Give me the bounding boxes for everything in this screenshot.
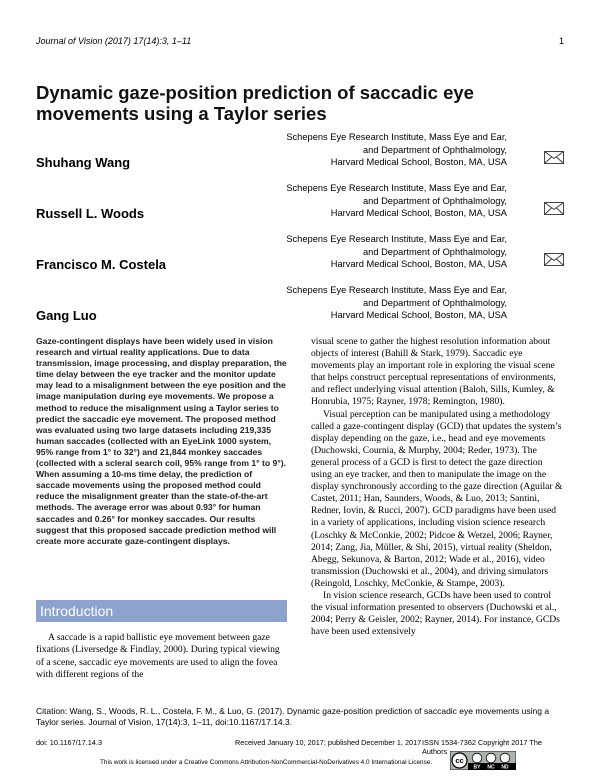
body-paragraph: Visual perception can be manipulated using a methodology called a gaze-contingent display (GCD) that updates the system’s display depending on the gaze, i.e., head and eye movements (Duchowski, Cournia, & Murphy, 2004; Reder, 1973). The general process of a GCD is first to detect the gaze direction using an eye tracker, and then to manipulate the image on the display synchronously according to the gaze direction (Aguilar & Castet, 2011; Han, Saunders, Woods, & Luo, 2013; Santini, Redner, Iovin, & Rucci, 2007). GCD paradigms have been used in a variety of applications, including vision science research (Loschky & McConkie, 2002; Pidcoe & Wetzel, 2006; Rayner, 2014; Zang, Jia, Müller, & Shi, 2015), virtual reality (Sheldon, Abegg, Sekunova, & Barton, 2012; Wade et al., 2016), video transmission (Duchowski et al., 2004), and driving simulators (Reingold, Loschky, McConkie, & Stampe, 2003). [311, 408, 563, 589]
affiliation-line: Schepens Eye Research Institute, Mass Eye and Ear, [286, 183, 507, 193]
citation: Citation: Wang, S., Woods, R. L., Costela, F. M., & Luo, G. (2017). Dynamic gaze-position prediction of saccadic eye movements using a Taylor series. Journal of Vision, 17(14):3, 1–11, doi:10.1167/17.14.3. [36, 706, 550, 727]
author-block [36, 182, 564, 232]
right-column [311, 336, 564, 638]
body-paragraph: visual scene to gather the highest resolution information about objects of interest (Bahill & Stark, 1979). Saccadic eye movements play an important role in exploring the visual scene that helps construct perceptual representations of environments, and reflect underlying visual attention (Baloh, Sills, Kumley, & Honrubia, 1975; Rayner, 1978; Remington, 1980). [311, 336, 556, 408]
received-date: Received January 10, 2017; published December 1, 2017 [235, 738, 422, 747]
email-icon[interactable] [544, 253, 564, 266]
affiliation-line: Harvard Medical School, Boston, MA, USA [330, 208, 507, 218]
doi-link[interactable]: doi: 10.1167/17.14.3 [36, 738, 102, 747]
email-icon[interactable] [544, 151, 564, 164]
author-affiliation [227, 182, 507, 220]
cc-nc-label: NC [487, 764, 495, 770]
section-heading-introduction: Introduction [36, 600, 287, 622]
running-header [36, 36, 564, 46]
author-block [36, 131, 564, 181]
author-block [36, 233, 564, 283]
affiliation-line: Schepens Eye Research Institute, Mass Eye and Ear, [286, 234, 507, 244]
author-affiliation [227, 284, 507, 322]
journal-reference: Journal of Vision (2017) 17(14):3, 1–11 [36, 36, 192, 46]
cc-by-label: BY [473, 764, 481, 770]
page-number: 1 [558, 36, 564, 46]
email-icon[interactable] [544, 202, 564, 215]
license-text[interactable]: This work is licensed under a Creative Commons Attribution-NonCommercial-NoDerivatives 4.0 International License. [100, 759, 433, 766]
affiliation-line: and Department of Ophthalmology, [362, 144, 507, 155]
affiliation-line: and Department of Ophthalmology, [362, 297, 507, 308]
abstract: Gaze-contingent displays have been widely used in vision research and virtual reality applications. Due to data transmission, image processing, and display preparation, the time delay between the eye tracker and the monitor update may lead to a misalignment between the eye position and the image manipulation during eye movements. We propose a method to reduce the misalignment using a Taylor series to predict the saccadic eye movement. The proposed method was evaluated using two large datasets including 219,335 human saccades (collected with an EyeLink 1000 system, 95% range from 1° to 32°) and 21,844 monkey saccades (collected with a scleral search coil, 95% range from 1° to 9°). When assuming a 10-ms time delay, the prediction of saccade movements using the proposed method could reduce the misalignment greater than the state-of-the-art methods. The average error was about 0.93° for human saccades and 0.26° for monkey saccades. Our results suggest that this proposed saccade prediction method will create more accurate gaze-contingent displays. [36, 336, 287, 546]
cc-label: cc [455, 756, 464, 766]
affiliation-line: Harvard Medical School, Boston, MA, USA [330, 310, 507, 320]
author-affiliation [227, 131, 507, 169]
author-name: Gang Luo [36, 308, 97, 323]
introduction-paragraph: A saccade is a rapid ballistic eye movement between gaze fixations (Liversedge & Findlay, 2000). During typical viewing of a scene, saccadic eye movements are used to align the fovea with different regions of the [36, 632, 280, 681]
creative-commons-badge-icon[interactable] [450, 751, 516, 770]
cc-nd-label: ND [501, 764, 509, 770]
affiliation-line: and Department of Ophthalmology, [362, 246, 507, 257]
author-name: Francisco M. Costela [36, 257, 167, 272]
author-name: Russell L. Woods [36, 206, 145, 221]
paper-title: Dynamic gaze-position prediction of saccadic eye movements using a Taylor series [36, 82, 474, 124]
author-affiliation [227, 233, 507, 271]
affiliation-line: Schepens Eye Research Institute, Mass Eye and Ear, [286, 132, 507, 142]
affiliation-line: Schepens Eye Research Institute, Mass Eye and Ear, [286, 285, 507, 295]
author-name: Shuhang Wang [36, 155, 131, 170]
issn-copyright: ISSN 1534-7362 Copyright 2017 The Authors [422, 738, 542, 756]
affiliation-line: and Department of Ophthalmology, [362, 195, 507, 206]
affiliation-line: Harvard Medical School, Boston, MA, USA [330, 259, 507, 269]
author-block [36, 284, 564, 334]
affiliation-line: Harvard Medical School, Boston, MA, USA [330, 157, 507, 167]
body-paragraph: In vision science research, GCDs have been used to control the visual information presented to observers (Duchowski et al., 2004; Perry & Geisler, 2002; Rayner, 2014). For instance, GCDs have been used extensively [311, 589, 560, 638]
